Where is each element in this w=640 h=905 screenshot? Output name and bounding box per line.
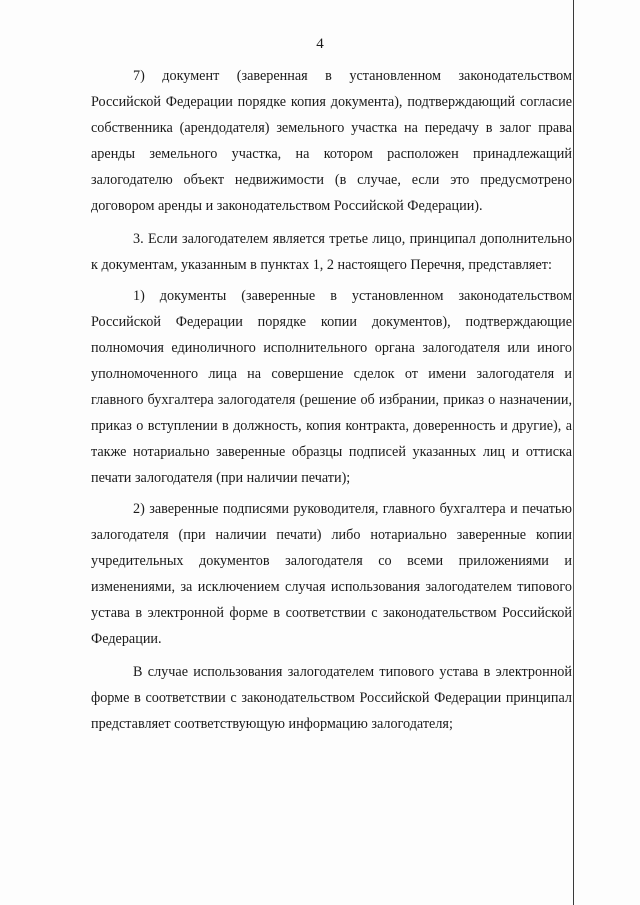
paragraph-typical-charter: В случае использования залогодателем типового устава в электронной форме в соответствии с законодательством Российской Федерации принципал представляет соответствующую информацию залогодателя; [91, 664, 572, 732]
scan-edge-line [573, 640, 574, 905]
page-number: 4 [316, 36, 324, 52]
paragraph-section-3: 3. Если залогодателем является третье лицо, принципал дополнительно к документам, указанным в пунктах 1, 2 настоящего Перечня, представляет: [91, 231, 572, 273]
scan-edge-line [573, 330, 574, 650]
paragraph-item-1: 1) документы (заверенные в установленном законодательством Российской Федерации порядке копии документов), подтверждающие полномочия единоличного исполнительного органа залогодателя или иного уполномоченного лица на совершение сделок от имени залогодателя и главного бухгалтера залогодателя (решение об избрании, приказ о назначении, приказ о вступлении в должность, копия контракта, доверенность и другие), а также нотариально заверенные образцы подписей указанных лиц и оттиска печати залогодателя (при наличии печати); [91, 288, 572, 486]
paragraph-item-2: 2) заверенные подписями руководителя, главного бухгалтера и печатью залогодателя (при наличии печати) либо нотариально заверенные копии учредительных документов залогодателя со всеми приложениями и изменениями, за исключением случая использования залогодателем типового устава в электронной форме в соответствии с законодательством Российской Федерации. [91, 501, 572, 647]
document-body [91, 63, 572, 742]
paragraph-item-7: 7) документ (заверенная в установленном законодательством Российской Федерации порядке копия документа), подтверждающий согласие собственника (арендодателя) земельного участка на передачу в залог права аренды земельного участка, на котором расположен принадлежащий залогодателю объект недвижимости (в случае, если это предусмотрено договором аренды и законодательством Российской Федерации). [91, 68, 572, 214]
